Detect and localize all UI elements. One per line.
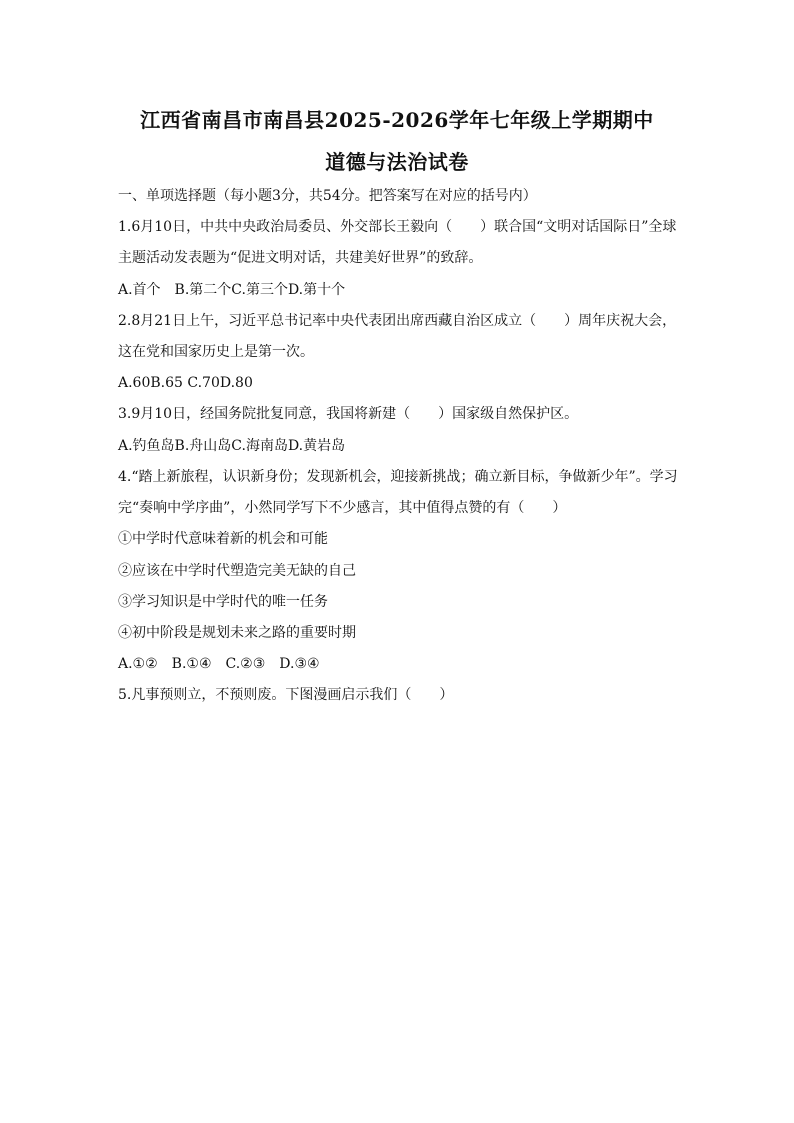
question-4-stem-line-1: 4.“踏上新旅程，认识新身份；发现新机会，迎接新挑战；确立新目标，争做新少年”。学习	[118, 469, 678, 485]
question-2-options: A.60B.65 C.70D.80	[118, 375, 253, 391]
question-1-options: A.首个 B.第二个C.第三个D.第十个	[118, 282, 346, 298]
question-4-statement-2: ②应该在中学时代塑造完美无缺的自己	[118, 563, 356, 579]
question-4-statement-3: ③学习知识是中学时代的唯一任务	[118, 594, 328, 610]
question-4-statement-4: ④初中阶段是规划未来之路的重要时期	[118, 625, 356, 641]
question-4-statement-1: ①中学时代意味着新的机会和可能	[118, 531, 328, 547]
exam-title-line-1: 江西省南昌市南昌县2025-2026学年七年级上学期期中	[140, 108, 654, 132]
question-1-stem-line-2: 主题活动发表题为“促进文明对话，共建美好世界”的致辞。	[118, 250, 483, 266]
exam-title-line-2: 道德与法治试卷	[325, 150, 469, 174]
question-3-stem-line-1: 3.9月10日，经国务院批复同意，我国将新建（ ）国家级自然保护区。	[118, 406, 579, 422]
question-5-stem-line-1: 5.凡事预则立，不预则废。下图漫画启示我们（ ）	[118, 687, 454, 703]
question-2-stem-line-2: 这在党和国家历史上是第一次。	[118, 344, 314, 360]
question-2-stem-line-1: 2.8月21日上午，习近平总书记率中央代表团出席西藏自治区成立（ ）周年庆祝大会，	[118, 313, 677, 329]
question-4-options: A.①② B.①④ C.②③ D.③④	[118, 656, 320, 672]
question-4-stem-line-2: 完“奏响中学序曲”，小然同学写下不少感言，其中值得点赞的有（ ）	[118, 500, 567, 516]
question-1-stem-line-1: 1.6月10日，中共中央政治局委员、外交部长王毅向（ ）联合国“文明对话国际日”全球	[118, 219, 677, 235]
section-heading: 一、单项选择题（每小题3分，共54分。把答案写在对应的括号内）	[118, 188, 537, 204]
question-3-options: A.钓鱼岛B.舟山岛C.海南岛D.黄岩岛	[118, 438, 346, 454]
